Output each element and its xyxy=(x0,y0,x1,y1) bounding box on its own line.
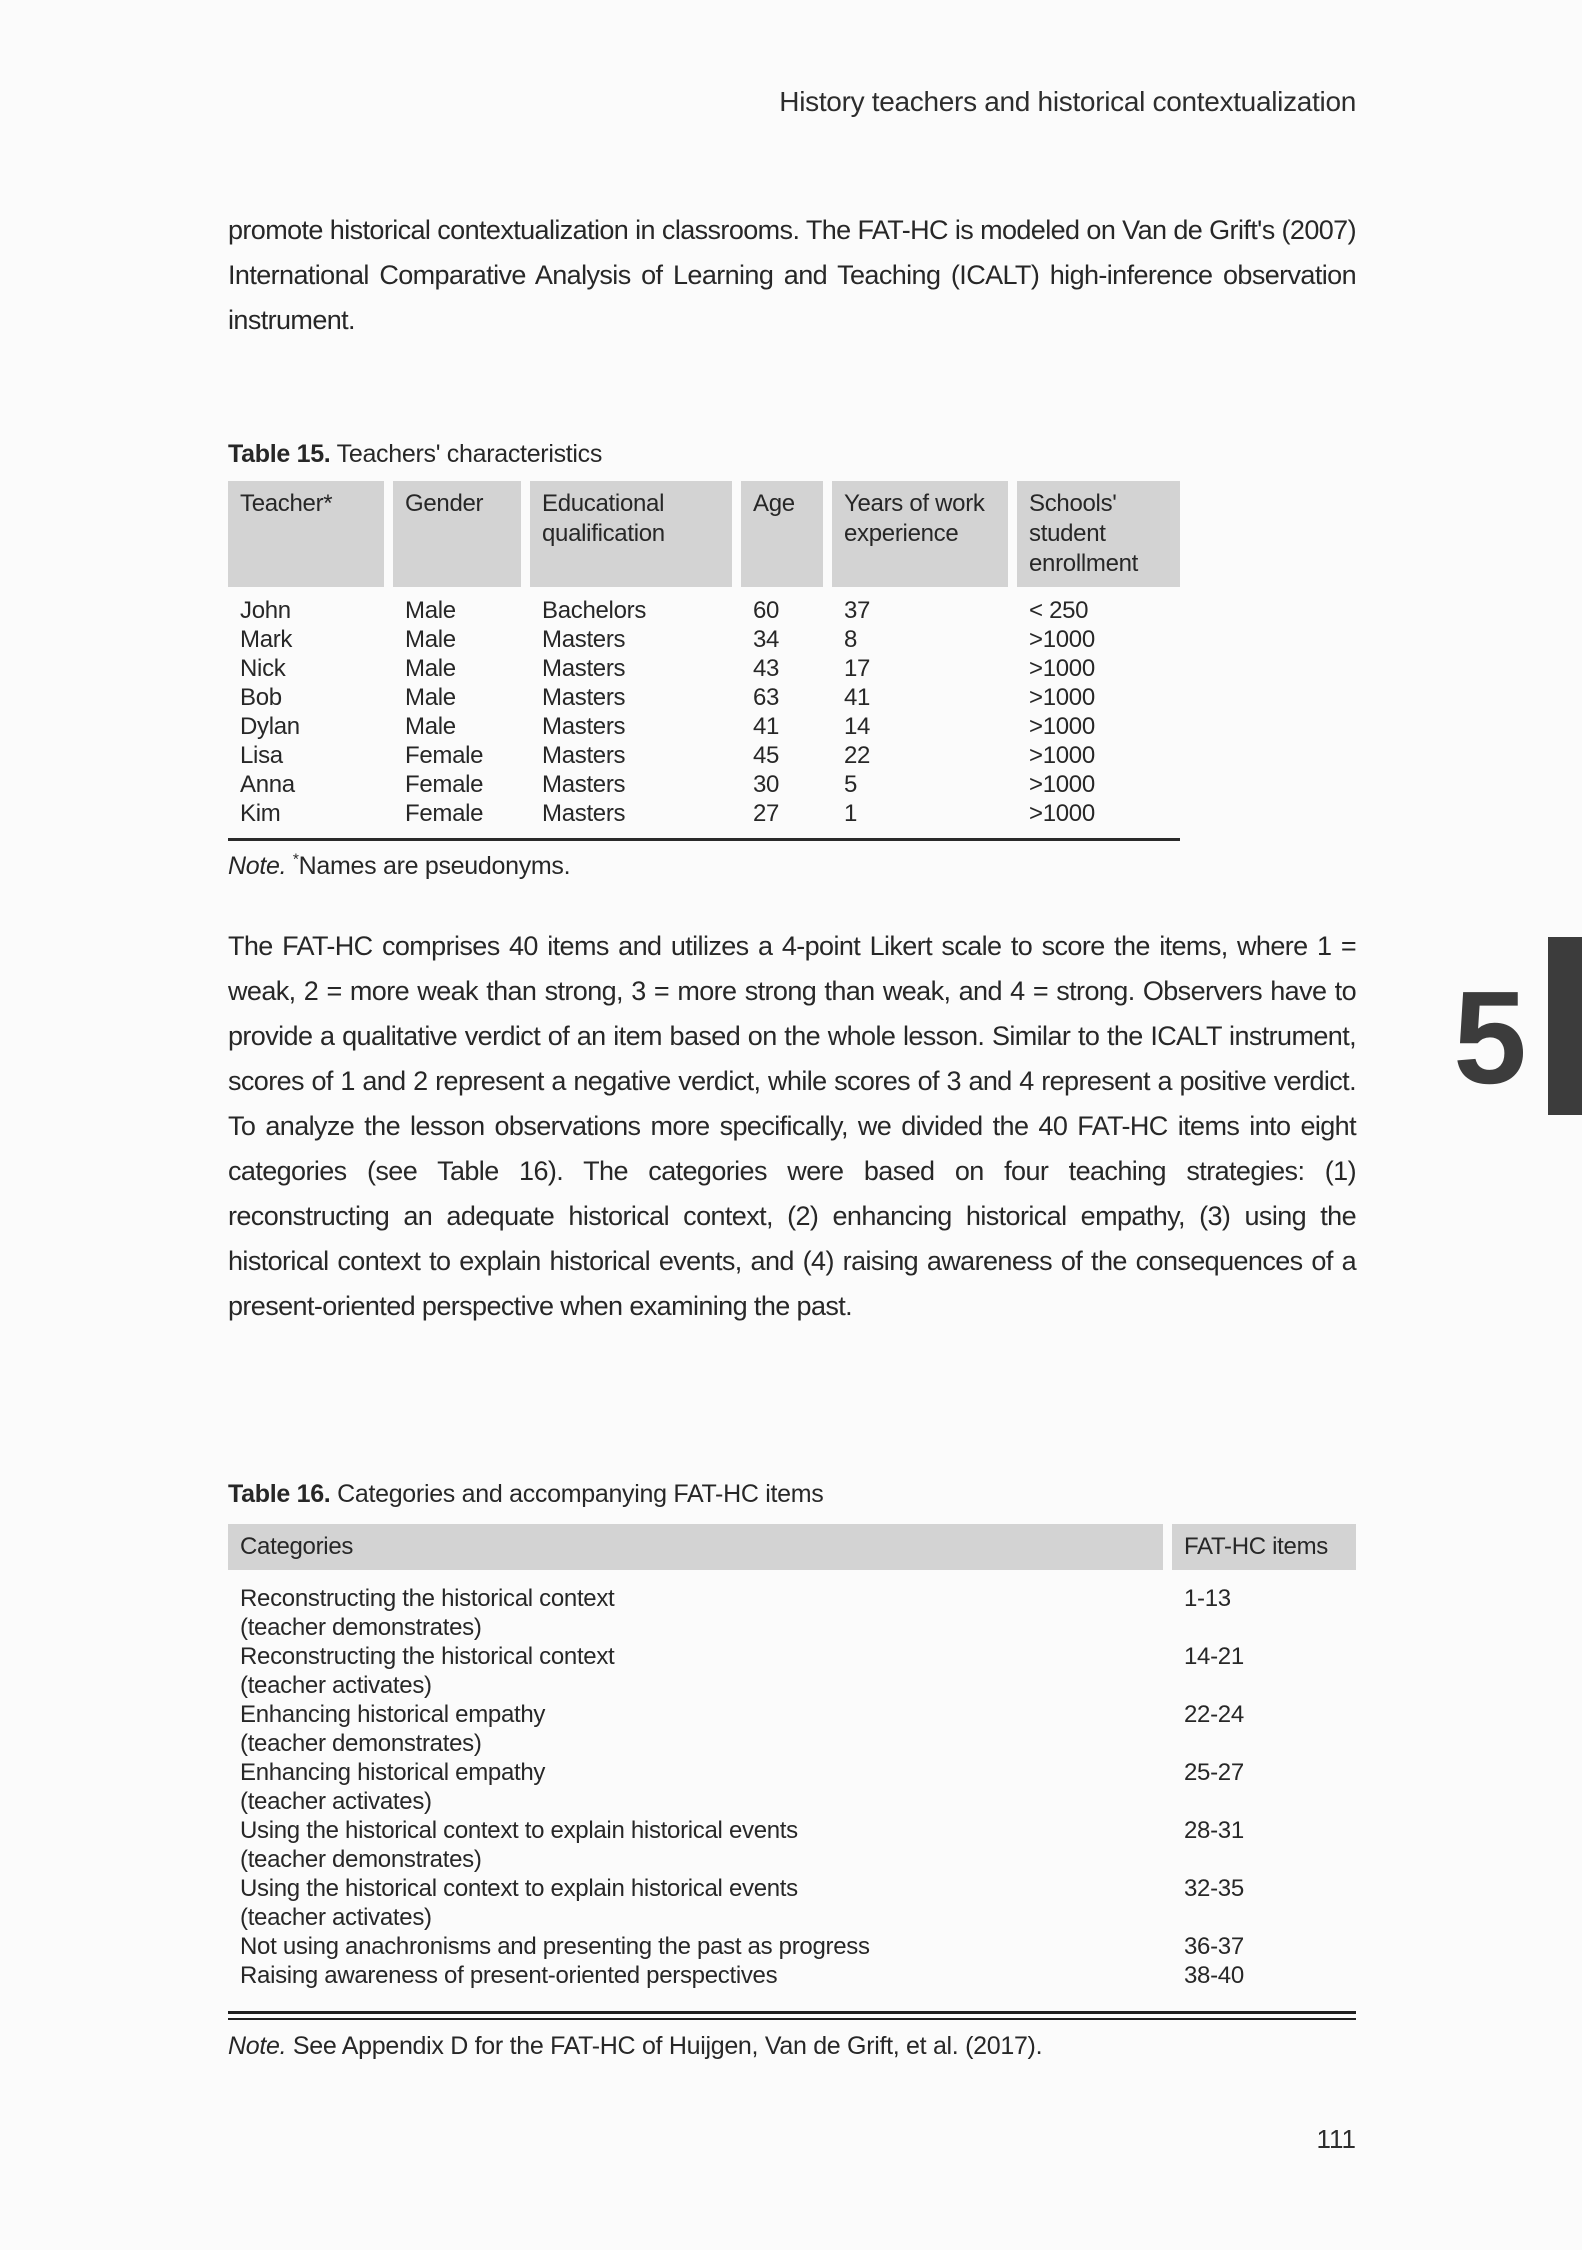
category-label: Not using anachronisms and presenting the past as progress xyxy=(240,1933,870,1960)
category-sublabel: (teacher activates) xyxy=(240,1672,432,1699)
cell-teacher: Kim xyxy=(240,800,281,827)
cell-age: 45 xyxy=(753,742,780,769)
cell-experience: 17 xyxy=(844,655,871,682)
category-label: Using the historical context to explain historical events xyxy=(240,1817,798,1844)
chapter-number: 5 xyxy=(1453,964,1527,1111)
cell-education: Masters xyxy=(542,626,626,653)
cell-teacher: Lisa xyxy=(240,742,283,769)
note-text: See Appendix D for the FAT-HC of Huijgen, Van de Grift, et al. (2017). xyxy=(286,2032,1043,2060)
cell-enrollment: >1000 xyxy=(1029,771,1095,798)
table-row xyxy=(228,1700,1356,1758)
cell-experience: 14 xyxy=(844,713,871,740)
table16-col-categories: Categories xyxy=(228,1524,1172,1570)
category-label: Enhancing historical empathy xyxy=(240,1759,546,1786)
cell-experience: 5 xyxy=(844,771,858,798)
table15-caption xyxy=(228,440,1356,469)
category-label: Using the historical context to explain historical events xyxy=(240,1875,798,1902)
cell-gender: Female xyxy=(405,800,484,827)
cell-age: 27 xyxy=(753,800,780,827)
table-row xyxy=(228,712,1180,741)
table16-bottom-rule xyxy=(228,2011,1356,2020)
category-label: Raising awareness of present-oriented perspectives xyxy=(240,1962,778,1989)
cell-experience: 22 xyxy=(844,742,871,769)
cell-items: 14-21 xyxy=(1184,1643,1244,1670)
table16-caption-text: Categories and accompanying FAT-HC items xyxy=(330,1480,824,1508)
cell-category xyxy=(228,1570,1172,1642)
table15-col-enrollment: Schools' student enrollment xyxy=(1017,481,1180,587)
cell-items: 1-13 xyxy=(1184,1585,1231,1612)
cell-category xyxy=(228,1961,1172,1990)
cell-education: Masters xyxy=(542,742,626,769)
cell-gender: Male xyxy=(405,626,456,653)
cell-enrollment: >1000 xyxy=(1029,800,1095,827)
category-sublabel: (teacher activates) xyxy=(240,1904,432,1931)
cell-gender: Female xyxy=(405,771,484,798)
category-sublabel: (teacher demonstrates) xyxy=(240,1730,482,1757)
category-sublabel: (teacher demonstrates) xyxy=(240,1846,482,1873)
table15-note xyxy=(228,852,1356,881)
cell-gender: Male xyxy=(405,713,456,740)
table15-col-education: Educational qualification xyxy=(530,481,741,587)
cell-experience: 1 xyxy=(844,800,858,827)
cell-experience: 37 xyxy=(844,597,871,624)
table-row xyxy=(228,625,1180,654)
cell-age: 34 xyxy=(753,626,780,653)
cell-category xyxy=(228,1758,1172,1816)
table15-col-gender: Gender xyxy=(393,481,530,587)
table-row xyxy=(228,587,1180,625)
cell-age: 43 xyxy=(753,655,780,682)
cell-category xyxy=(228,1700,1172,1758)
table-row xyxy=(228,1816,1356,1874)
chapter-tab-bar xyxy=(1548,937,1582,1115)
cell-category xyxy=(228,1874,1172,1932)
cell-enrollment: >1000 xyxy=(1029,742,1095,769)
cell-items: 28-31 xyxy=(1184,1817,1244,1844)
cell-gender: Male xyxy=(405,684,456,711)
table-row xyxy=(228,741,1180,770)
cell-enrollment: < 250 xyxy=(1029,597,1089,624)
cell-enrollment: >1000 xyxy=(1029,713,1095,740)
page-number: 111 xyxy=(1316,2124,1356,2154)
category-label: Reconstructing the historical context xyxy=(240,1643,615,1670)
cell-experience: 8 xyxy=(844,626,858,653)
cell-education: Masters xyxy=(542,684,626,711)
table15-col-age: Age xyxy=(741,481,832,587)
cell-category xyxy=(228,1932,1172,1961)
table-row xyxy=(228,1642,1356,1700)
cell-enrollment: >1000 xyxy=(1029,655,1095,682)
cell-items: 32-35 xyxy=(1184,1875,1244,1902)
running-head: History teachers and historical contextualization xyxy=(779,86,1356,117)
cell-teacher: Mark xyxy=(240,626,293,653)
table-row xyxy=(228,654,1180,683)
table-teachers-characteristics xyxy=(228,481,1180,828)
table16-col-items: FAT-HC items xyxy=(1172,1524,1356,1570)
cell-items: 22-24 xyxy=(1184,1701,1244,1728)
cell-gender: Male xyxy=(405,597,456,624)
category-sublabel: (teacher activates) xyxy=(240,1788,432,1815)
note-label: Note. xyxy=(228,852,287,880)
table-row xyxy=(228,799,1180,828)
table16-caption xyxy=(228,1480,1356,1509)
cell-enrollment: >1000 xyxy=(1029,684,1095,711)
cell-education: Bachelors xyxy=(542,597,647,624)
cell-teacher: Bob xyxy=(240,684,282,711)
cell-experience: 41 xyxy=(844,684,871,711)
cell-education: Masters xyxy=(542,800,626,827)
table15-header-row xyxy=(228,481,1180,587)
table15-col-teacher: Teacher* xyxy=(228,481,393,587)
table-row xyxy=(228,1874,1356,1932)
cell-age: 30 xyxy=(753,771,780,798)
category-label: Enhancing historical empathy xyxy=(240,1701,546,1728)
cell-items: 38-40 xyxy=(1184,1962,1244,1989)
paragraph-fathc: The FAT-HC comprises 40 items and utilizes a 4-point Likert scale to score the items, where 1 = weak, 2 = more weak than strong, 3 = more strong than weak, and 4 = strong. Observers have to provide a qualitative verdict of an item based on the whole lesson. Similar to the ICALT instrument, scores of 1 and 2 represent a negative verdict, while scores of 3 and 4 represent a positive verdict. To analyze the lesson observations more specifically, we divided the 40 FAT-HC items into eight categories (see Table 16). The categories were based on four teaching strategies: (1) reconstructing an adequate historical context, (2) enhancing historical empathy, (3) using the historical context to explain historical events, and (4) raising awareness of the consequences of a present-oriented perspective when examining the past. xyxy=(228,931,1356,1321)
paragraph-intro: promote historical contextualization in classrooms. The FAT-HC is modeled on Van de Grift's (2007) International Comparative Analysis of Learning and Teaching (ICALT) high-inference observation instrument. xyxy=(228,215,1356,335)
table-row xyxy=(228,1961,1356,1990)
cell-education: Masters xyxy=(542,655,626,682)
cell-age: 63 xyxy=(753,684,780,711)
note-asterisk: * xyxy=(292,851,299,869)
table-row xyxy=(228,770,1180,799)
cell-category xyxy=(228,1642,1172,1700)
cell-teacher: Dylan xyxy=(240,713,300,740)
table15-col-experience: Years of work experience xyxy=(832,481,1017,587)
table16-caption-label: Table 16. xyxy=(228,1480,331,1508)
table16-note xyxy=(228,2032,1356,2061)
note-text: Names are pseudonyms. xyxy=(298,852,571,880)
cell-age: 41 xyxy=(753,713,780,740)
cell-category xyxy=(228,1816,1172,1874)
table15-caption-label: Table 15. xyxy=(228,440,331,468)
cell-enrollment: >1000 xyxy=(1029,626,1095,653)
table-categories-fathc-items xyxy=(228,1524,1356,1990)
table-row xyxy=(228,1570,1356,1642)
table16-header-row xyxy=(228,1524,1356,1570)
cell-teacher: Nick xyxy=(240,655,286,682)
cell-gender: Male xyxy=(405,655,456,682)
cell-teacher: Anna xyxy=(240,771,295,798)
cell-gender: Female xyxy=(405,742,484,769)
cell-age: 60 xyxy=(753,597,780,624)
cell-education: Masters xyxy=(542,771,626,798)
cell-items: 36-37 xyxy=(1184,1933,1244,1960)
cell-items: 25-27 xyxy=(1184,1759,1244,1786)
cell-teacher: John xyxy=(240,597,291,624)
cell-education: Masters xyxy=(542,713,626,740)
category-label: Reconstructing the historical context xyxy=(240,1585,615,1612)
table-row xyxy=(228,683,1180,712)
table-row xyxy=(228,1758,1356,1816)
table-row xyxy=(228,1932,1356,1961)
table15-caption-text: Teachers' characteristics xyxy=(330,440,603,468)
note-label: Note. xyxy=(228,2032,287,2060)
category-sublabel: (teacher demonstrates) xyxy=(240,1614,482,1641)
table15-bottom-rule xyxy=(228,838,1180,841)
